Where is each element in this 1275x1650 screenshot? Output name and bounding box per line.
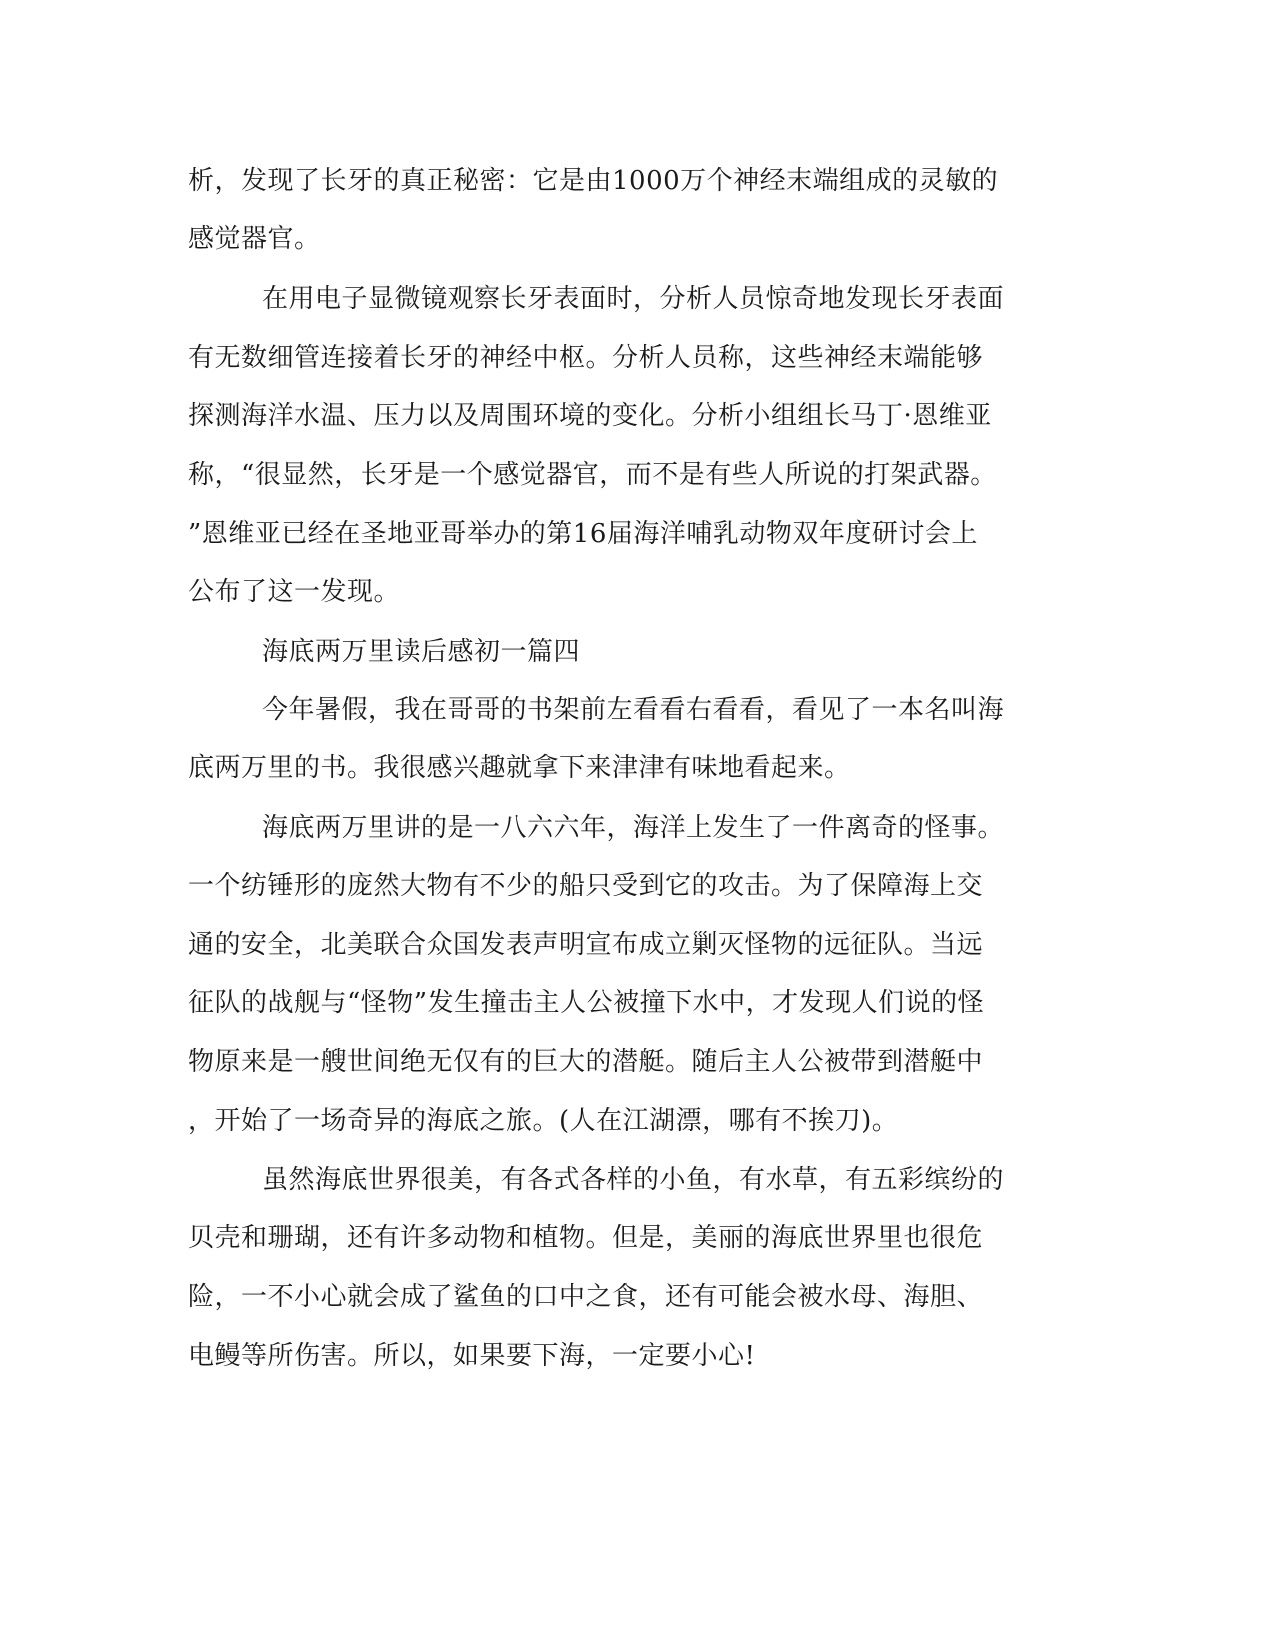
text-line: 一个纺锤形的庞然大物有不少的船只受到它的攻击。为了保障海上交 [188,871,984,901]
text-line: 称，“很显然，长牙是一个感觉器官，而不是有些人所说的打架武器。 [188,460,997,490]
text-line: 底两万里的书。我很感兴趣就拿下来津津有味地看起来。 [188,753,851,783]
text-line: 贝壳和珊瑚，还有许多动物和植物。但是，美丽的海底世界里也很危 [188,1223,984,1253]
text-line: 感觉器官。 [188,224,321,254]
text-line: 征队的战舰与“怪物”发生撞击主人公被撞下水中，才发现人们说的怪 [188,988,985,1018]
text-line: 在用电子显微镜观察长牙表面时，分析人员惊奇地发现长牙表面 [262,284,1005,314]
text-line: 今年暑假，我在哥哥的书架前左看看右看看，看见了一本名叫海 [262,695,1005,725]
text-line: 物原来是一艘世间绝无仅有的巨大的潜艇。随后主人公被带到潜艇中 [188,1047,984,1077]
text-line: 有无数细管连接着长牙的神经中枢。分析人员称，这些神经末端能够 [188,343,984,373]
text-line: 析，发现了长牙的真正秘密：它是由1000万个神经末端组成的灵敏的 [188,166,999,196]
text-line: 探测海洋水温、压力以及周围环境的变化。分析小组组长马丁·恩维亚 [188,401,992,431]
text-line: 电鳗等所伤害。所以，如果要下海，一定要小心! [188,1341,756,1371]
text-line: 险，一不小心就会成了鲨鱼的口中之食，还有可能会被水母、海胆、 [188,1282,984,1312]
text-line: 海底两万里讲的是一八六六年，海洋上发生了一件离奇的怪事。 [262,813,1005,843]
text-line: ”恩维亚已经在圣地亚哥举办的第16届海洋哺乳动物双年度研讨会上 [188,519,978,549]
text-line: 公布了这一发现。 [188,577,401,607]
text-line: 通的安全，北美联合众国发表声明宣布成立剿灭怪物的远征队。当远 [188,930,984,960]
text-line: ，开始了一场奇异的海底之旅。(人在江湖漂，哪有不挨刀)。 [188,1106,899,1136]
section-heading: 海底两万里读后感初一篇四 [262,637,581,667]
text-line: 虽然海底世界很美，有各式各样的小鱼，有水草，有五彩缤纷的 [262,1165,1005,1195]
